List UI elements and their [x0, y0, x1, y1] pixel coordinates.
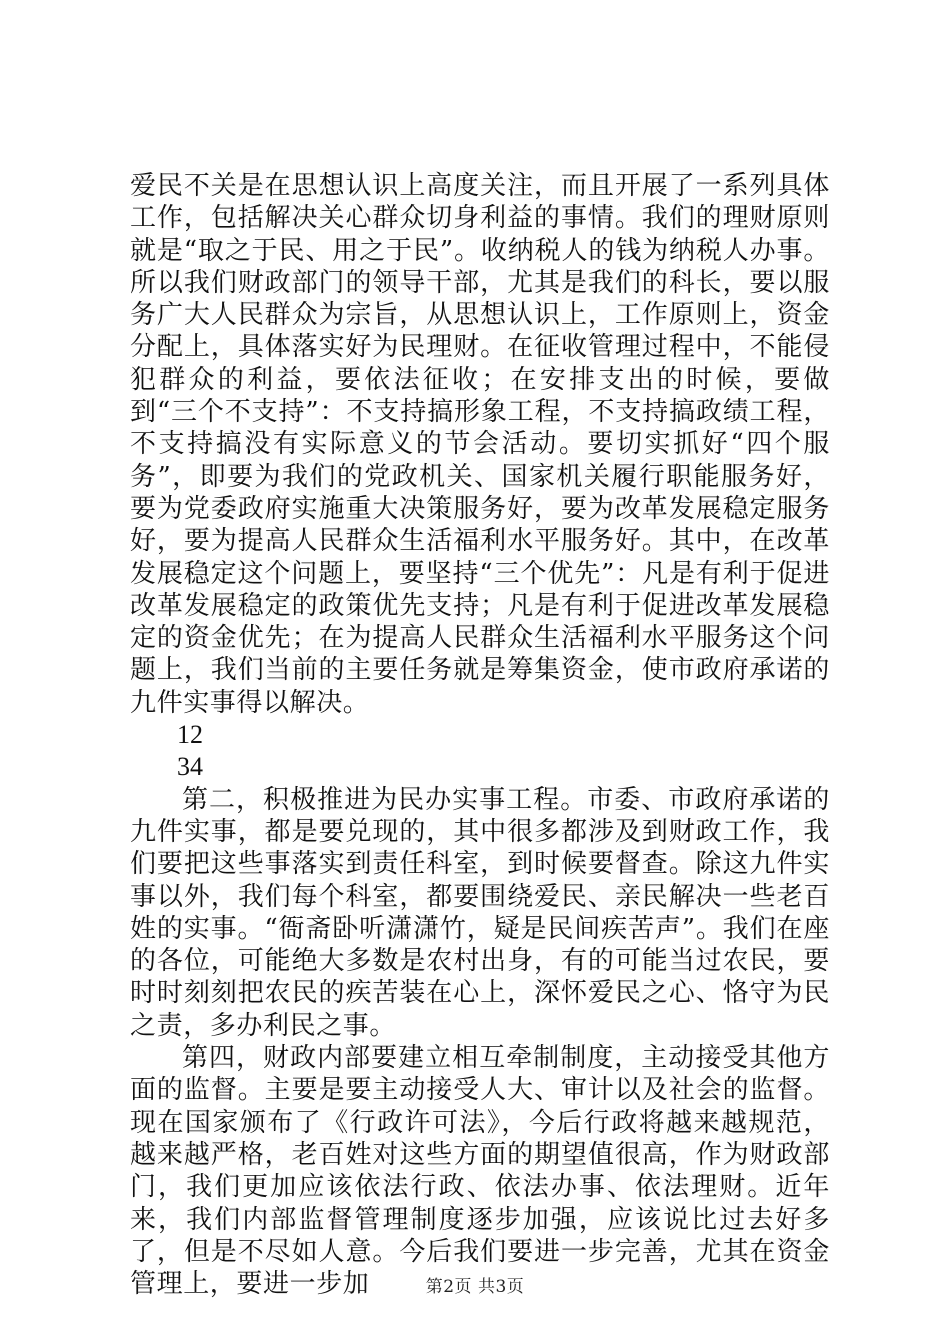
page-number-fragment-1: 12 [177, 720, 203, 750]
page-footer: 第2页 共3页 [425, 1277, 525, 1297]
document-body [130, 170, 830, 1300]
paragraph-continued: 爱民不关是在思想认识上高度关注，而且开展了一系列具体工作，包括解决关心群众切身利益的事情。我们的理财原则就是“取之于民、用之于民”。收纳税人的钱为纳税人办事。所以我们财政部门的领导干部，尤其是我们的科长，要以服务广大人民群众为宗旨，从思想认识上，工作原则上，资金分配上，具体落实好为民理财。在征收管理过程中，不能侵犯群众的利益，要依法征收；在安排支出的时候，要做到“三个不支持”：不支持搞形象工程，不支持搞政绩工程，不支持搞没有实际意义的节会活动。要切实抓好“四个服务”，即要为我们的党政机关、国家机关履行职能服务好，要为党委政府实施重大决策服务好，要为改革发展稳定服务好，要为提高人民群众生活福利水平服务好。其中，在改革发展稳定这个问题上，要坚持“三个优先”：凡是有利于促进改革发展稳定的政策优先支持；凡是有利于促进改革发展稳定的资金优先；在为提高人民群众生活福利水平服务这个问题上，我们当前的主要任务就是筹集资金，使市政府承诺的九件实事得以解决。 [130, 171, 830, 718]
page-number-fragment-2: 34 [177, 752, 203, 782]
paragraph-second-point: 第二，积极推进为民办实事工程。市委、市政府承诺的九件实事，都是要兑现的，其中很多都涉及到财政工作，我们要把这些事落实到责任科室，到时候要督查。除这九件实事以外，我们每个科室，都要围绕爱民、亲民解决一些老百姓的实事。“衙斋卧听潇潇竹，疑是民间疾苦声”。我们在座的各位，可能绝大多数是农村出身，有的可能当过农民，要时时刻刻把农民的疾苦装在心上，深怀爱民之心、恪守为民之责，多办利民之事。 [130, 784, 830, 1041]
paragraph-fourth-point: 第四，财政内部要建立相互牵制制度，主动接受其他方面的监督。主要是要主动接受人大、审计以及社会的监督。现在国家颁布了《行政许可法》，今后行政将越来越规范，越来越严格，老百姓对这些方面的期望值很高，作为财政部门，我们更加应该依法行政、依法办事、依法理财。近年来，我们内部监督管理制度逐步加强，应该说比过去好多了，但是不尽如人意。今后我们要进一步完善，尤其在资金管理上，要进一步加 [130, 1043, 830, 1300]
